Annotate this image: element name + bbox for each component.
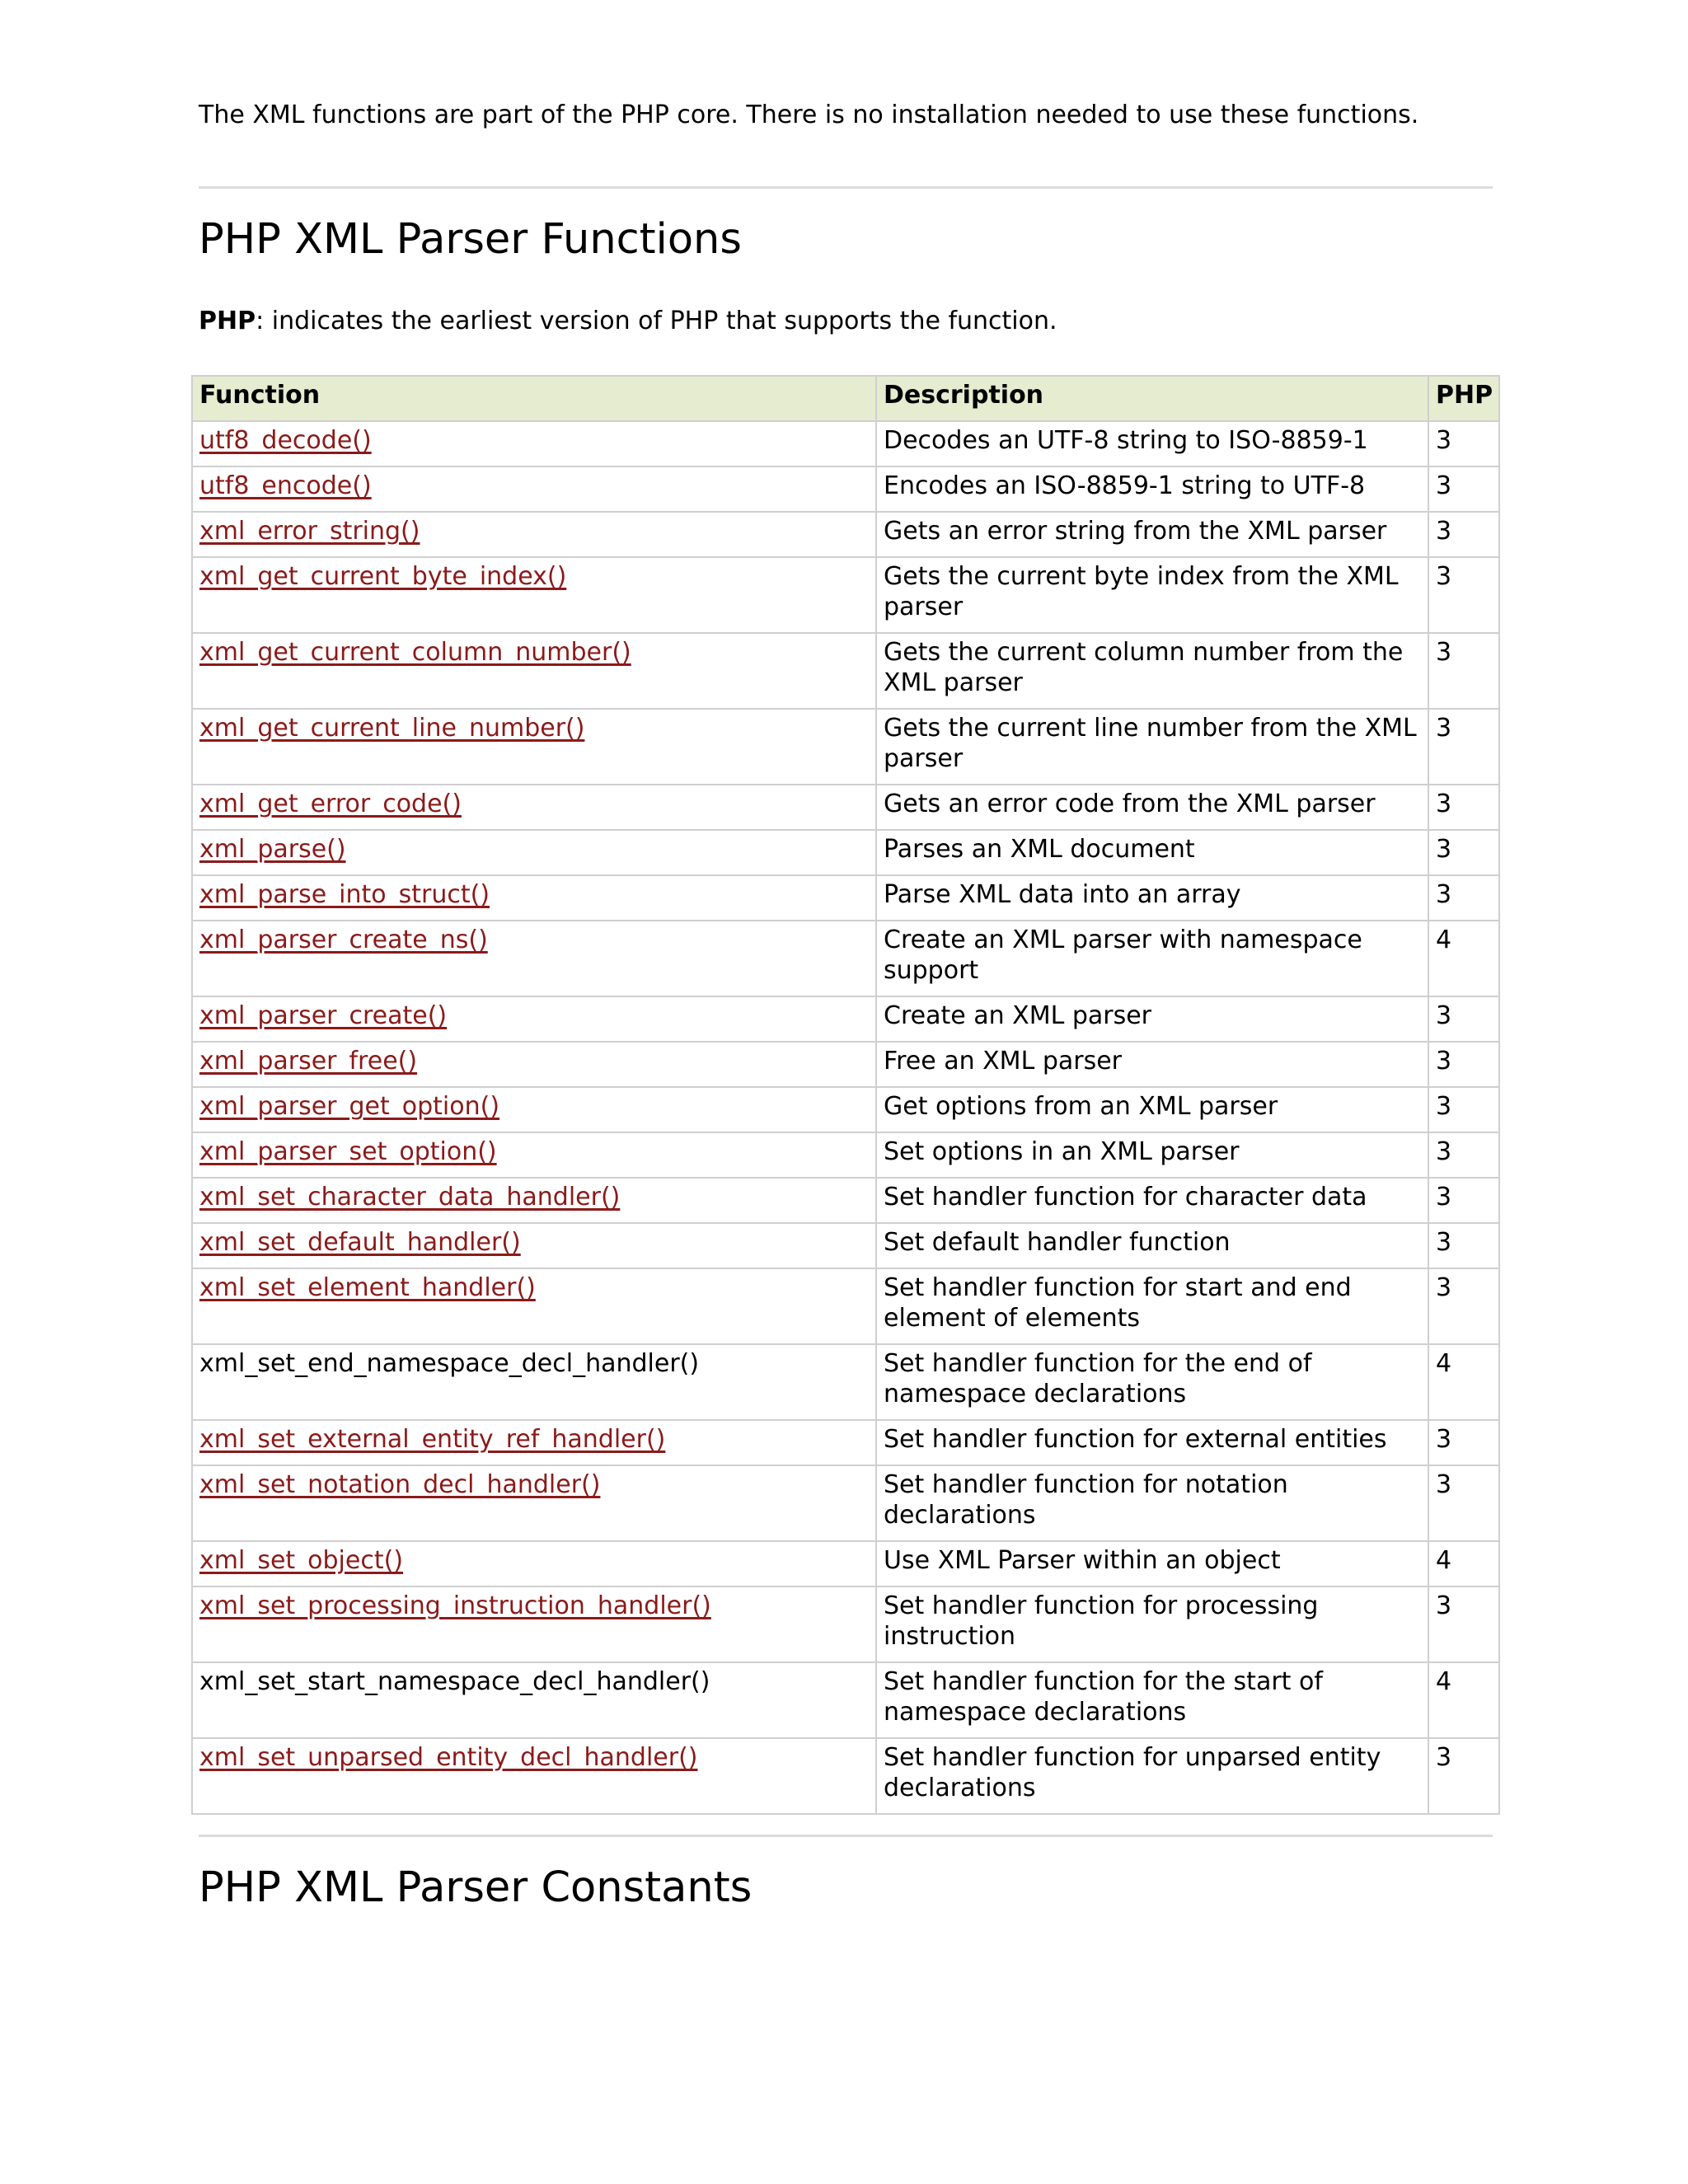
function-cell: [192, 830, 876, 875]
function-cell: [192, 1541, 876, 1586]
function-link[interactable]: xml_get_current_column_number(): [199, 638, 631, 667]
function-link[interactable]: xml_set_object(): [199, 1546, 404, 1575]
description-cell: Set options in an XML parser: [876, 1132, 1428, 1178]
function-link[interactable]: xml_get_current_line_number(): [199, 714, 585, 743]
table-row: [192, 1223, 1499, 1268]
description-cell: Set handler function for processing instruction: [876, 1586, 1428, 1662]
function-cell: [192, 1465, 876, 1541]
note-text: : indicates the earliest version of PHP that supports the function.: [256, 307, 1057, 335]
function-cell: [192, 633, 876, 709]
php-version-cell: 3: [1428, 1132, 1499, 1178]
table-row: [192, 996, 1499, 1042]
table-row: [192, 633, 1499, 709]
description-cell: Gets the current byte index from the XML parser: [876, 557, 1428, 633]
table-row: [192, 709, 1499, 785]
table-row: [192, 1420, 1499, 1465]
description-cell: Set handler function for notation declarations: [876, 1465, 1428, 1541]
table-row: [192, 1344, 1499, 1420]
table-row: [192, 421, 1499, 466]
description-cell: Set handler function for unparsed entity declarations: [876, 1738, 1428, 1814]
php-version-cell: 3: [1428, 1178, 1499, 1223]
table-body: [192, 421, 1499, 1814]
table-row: [192, 921, 1499, 996]
php-version-cell: 4: [1428, 921, 1499, 996]
note-bold-label: PHP: [199, 307, 256, 335]
description-cell: Parses an XML document: [876, 830, 1428, 875]
function-cell: [192, 875, 876, 921]
table-header-row: [192, 376, 1499, 421]
description-cell: Decodes an UTF-8 string to ISO-8859-1: [876, 421, 1428, 466]
function-cell: [192, 512, 876, 557]
function-cell: [192, 1662, 876, 1738]
table-row: [192, 557, 1499, 633]
functions-table: [191, 375, 1500, 1815]
function-link[interactable]: xml_parser_create(): [199, 1001, 448, 1030]
table-row: [192, 785, 1499, 830]
function-cell: [192, 557, 876, 633]
function-link[interactable]: xml_error_string(): [199, 517, 420, 546]
description-cell: Set handler function for character data: [876, 1178, 1428, 1223]
table-row: [192, 512, 1499, 557]
description-cell: Create an XML parser: [876, 996, 1428, 1042]
table-row: [192, 1465, 1499, 1541]
function-cell: [192, 1223, 876, 1268]
heading-constants: PHP XML Parser Constants: [199, 1863, 753, 1912]
php-version-cell: 3: [1428, 875, 1499, 921]
header-description: Description: [876, 376, 1428, 421]
function-link[interactable]: xml_set_external_entity_ref_handler(): [199, 1425, 666, 1454]
php-version-cell: 3: [1428, 512, 1499, 557]
description-cell: Use XML Parser within an object: [876, 1541, 1428, 1586]
function-link[interactable]: xml_get_error_code(): [199, 790, 462, 818]
description-cell: Encodes an ISO-8859-1 string to UTF-8: [876, 466, 1428, 512]
function-cell: [192, 709, 876, 785]
function-cell: [192, 1132, 876, 1178]
header-php: PHP: [1428, 376, 1499, 421]
description-cell: Gets an error string from the XML parser: [876, 512, 1428, 557]
description-cell: Set handler function for external entities: [876, 1420, 1428, 1465]
table-row: [192, 875, 1499, 921]
description-cell: Gets the current column number from the XML parser: [876, 633, 1428, 709]
function-cell: [192, 466, 876, 512]
description-cell: Create an XML parser with namespace support: [876, 921, 1428, 996]
header-function: Function: [192, 376, 876, 421]
table-row: [192, 1087, 1499, 1132]
function-link[interactable]: xml_parse_into_struct(): [199, 880, 490, 909]
description-cell: Set handler function for the end of namespace declarations: [876, 1344, 1428, 1420]
divider-top: [199, 186, 1493, 189]
function-link[interactable]: utf8_decode(): [199, 426, 372, 455]
description-cell: Free an XML parser: [876, 1042, 1428, 1087]
function-link[interactable]: xml_set_default_handler(): [199, 1228, 521, 1257]
php-version-cell: 4: [1428, 1541, 1499, 1586]
function-link[interactable]: utf8_encode(): [199, 471, 372, 500]
php-version-cell: 3: [1428, 830, 1499, 875]
intro-text: The XML functions are part of the PHP core. There is no installation needed to use these functions.: [199, 101, 1419, 129]
function-link[interactable]: xml_parser_set_option(): [199, 1137, 497, 1166]
description-cell: Set handler function for the start of namespace declarations: [876, 1662, 1428, 1738]
php-version-cell: 3: [1428, 1087, 1499, 1132]
table-row: [192, 1738, 1499, 1814]
function-link[interactable]: xml_set_processing_instruction_handler(): [199, 1591, 711, 1620]
function-cell: [192, 421, 876, 466]
php-version-cell: 3: [1428, 466, 1499, 512]
table-row: [192, 466, 1499, 512]
function-name: xml_set_end_namespace_decl_handler(): [199, 1349, 700, 1378]
php-version-cell: 3: [1428, 1223, 1499, 1268]
table-row: [192, 1662, 1499, 1738]
description-cell: Get options from an XML parser: [876, 1087, 1428, 1132]
php-version-cell: 3: [1428, 1268, 1499, 1344]
function-link[interactable]: xml_set_element_handler(): [199, 1273, 536, 1302]
function-name: xml_set_start_namespace_decl_handler(): [199, 1667, 710, 1696]
function-cell: [192, 1420, 876, 1465]
table-row: [192, 1132, 1499, 1178]
php-version-cell: 4: [1428, 1662, 1499, 1738]
function-cell: [192, 921, 876, 996]
function-link[interactable]: xml_parser_get_option(): [199, 1092, 500, 1121]
table-row: [192, 1178, 1499, 1223]
php-version-cell: 3: [1428, 996, 1499, 1042]
php-version-cell: 3: [1428, 709, 1499, 785]
table-row: [192, 1541, 1499, 1586]
description-cell: Parse XML data into an array: [876, 875, 1428, 921]
table-row: [192, 830, 1499, 875]
divider-bottom: [199, 1835, 1493, 1837]
description-cell: Gets an error code from the XML parser: [876, 785, 1428, 830]
function-cell: [192, 1344, 876, 1420]
function-link[interactable]: xml_parse(): [199, 835, 346, 864]
function-cell: [192, 1087, 876, 1132]
table-row: [192, 1586, 1499, 1662]
function-link[interactable]: xml_get_current_byte_index(): [199, 562, 567, 591]
php-version-note: [199, 303, 1057, 340]
table-row: [192, 1268, 1499, 1344]
function-cell: [192, 1178, 876, 1223]
function-cell: [192, 785, 876, 830]
description-cell: Set default handler function: [876, 1223, 1428, 1268]
php-version-cell: 3: [1428, 1420, 1499, 1465]
function-link[interactable]: xml_set_unparsed_entity_decl_handler(): [199, 1743, 698, 1772]
php-version-cell: 3: [1428, 1738, 1499, 1814]
function-link[interactable]: xml_parser_free(): [199, 1047, 418, 1076]
heading-functions: PHP XML Parser Functions: [199, 215, 742, 264]
php-version-cell: 3: [1428, 1586, 1499, 1662]
function-cell: [192, 996, 876, 1042]
php-version-cell: 3: [1428, 557, 1499, 633]
function-link[interactable]: xml_set_character_data_handler(): [199, 1183, 621, 1212]
php-version-cell: 3: [1428, 1465, 1499, 1541]
function-link[interactable]: xml_parser_create_ns(): [199, 926, 488, 954]
description-cell: Set handler function for start and end element of elements: [876, 1268, 1428, 1344]
php-version-cell: 3: [1428, 785, 1499, 830]
function-cell: [192, 1586, 876, 1662]
table-row: [192, 1042, 1499, 1087]
php-version-cell: 3: [1428, 421, 1499, 466]
function-link[interactable]: xml_set_notation_decl_handler(): [199, 1470, 601, 1499]
function-cell: [192, 1042, 876, 1087]
php-version-cell: 4: [1428, 1344, 1499, 1420]
function-cell: [192, 1268, 876, 1344]
description-cell: Gets the current line number from the XML parser: [876, 709, 1428, 785]
php-version-cell: 3: [1428, 633, 1499, 709]
function-cell: [192, 1738, 876, 1814]
php-version-cell: 3: [1428, 1042, 1499, 1087]
